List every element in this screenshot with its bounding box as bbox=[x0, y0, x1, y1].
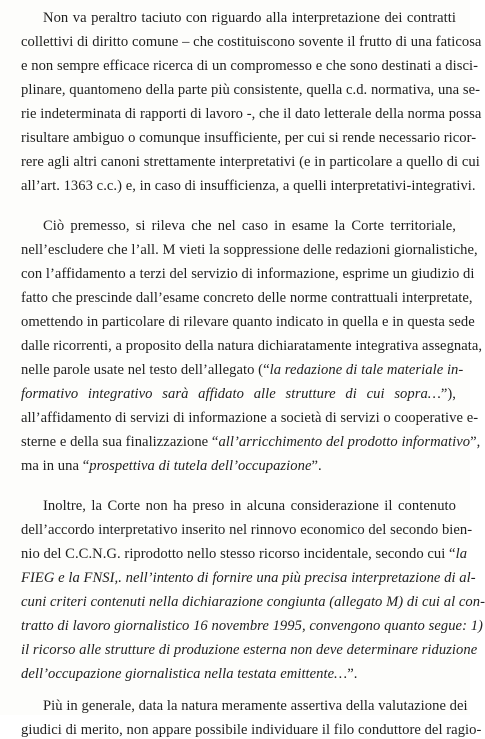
text-line bbox=[21, 289, 473, 307]
text-segment: ”. bbox=[347, 666, 358, 682]
text-line bbox=[21, 177, 476, 195]
text-segment: nio del C.C.N.G. riprodotto nello stesso ricorso incidentale, secondo cui “ bbox=[21, 546, 456, 562]
italic-text-segment: all’arricchimento del prodotto informativo bbox=[218, 434, 471, 450]
text-line bbox=[43, 217, 456, 235]
text-segment: risultare ambiguo o comunque insufficiente, per cui si rende necessario ricor- bbox=[21, 130, 477, 146]
text-segment: dell’accordo interpretativo inserito nel rinnovo economico del secondo bien- bbox=[21, 522, 473, 538]
text-segment: rie indeterminata di rapporti di lavoro -, che il dato letterale della norma possa bbox=[21, 106, 482, 122]
text-segment: nell’escludere che l’all. M vieti la soppressione delle redazioni giornalistiche, bbox=[21, 242, 478, 258]
text-segment: collettivi di diritto comune – che costituiscono sovente il frutto di una faticosa bbox=[21, 34, 482, 50]
text-line bbox=[21, 33, 482, 51]
text-segment: ”. bbox=[311, 458, 322, 474]
italic-text-segment: il ricorso alle strutture di produzione esterna non deve determinare riduzione bbox=[21, 642, 478, 658]
text-line bbox=[43, 697, 468, 715]
text-segment: all’affidamento di servizi di informazione a società di servizi o cooperative e- bbox=[21, 410, 479, 426]
text-line bbox=[21, 521, 473, 539]
text-segment: rere agli altri canoni strettamente interpretativi (e in particolare a quello di cui bbox=[21, 154, 480, 170]
text-line bbox=[21, 57, 479, 75]
text-segment: fatto che prescinde dall’esame concreto delle norme contrattuali interpretate, bbox=[21, 290, 473, 306]
italic-text-segment: cuni criteri contenuti nella dichiarazione congiunta (allegato M) di cui al con- bbox=[21, 594, 485, 610]
text-line bbox=[21, 641, 478, 659]
text-line bbox=[21, 457, 456, 475]
text-segment: ”, bbox=[470, 434, 481, 450]
italic-text-segment: la bbox=[455, 546, 468, 562]
text-line bbox=[43, 9, 456, 27]
text-line bbox=[21, 361, 464, 379]
text-segment: Ciò premesso, si rileva che nel caso in esame la Corte territoriale, bbox=[43, 218, 456, 234]
text-line bbox=[21, 617, 483, 635]
text-line bbox=[21, 241, 478, 259]
text-segment: nelle parole usate nel testo dell’allegato (“ bbox=[21, 362, 270, 378]
text-line bbox=[21, 337, 483, 355]
text-segment: ”), bbox=[440, 386, 456, 402]
text-line bbox=[21, 545, 468, 563]
text-line bbox=[21, 569, 476, 587]
text-line bbox=[21, 593, 485, 611]
text-segment: omettendo in particolare di rilevare quanto indicato in quella e in questa sede bbox=[21, 314, 475, 330]
text-segment: giudici di merito, non appare possibile individuare il filo conduttore del ragio- bbox=[21, 722, 482, 738]
italic-text-segment: prospettiva di tutela dell’occupazione bbox=[89, 458, 312, 474]
text-line bbox=[21, 313, 475, 331]
text-segment: Inoltre, la Corte non ha preso in alcuna considerazione il contenuto bbox=[43, 498, 456, 514]
text-line bbox=[21, 385, 456, 403]
italic-text-segment: formativo integrativo sarà affidato alle strutture di cui sopra… bbox=[21, 386, 441, 402]
text-segment: Non va peraltro taciuto con riguardo alla interpretazione dei contratti bbox=[43, 10, 456, 26]
text-segment: ma in una “ bbox=[21, 458, 90, 474]
text-segment: sterne e della sua finalizzazione “ bbox=[21, 434, 219, 450]
text-line bbox=[21, 105, 482, 123]
text-segment: con l’affidamento a terzi del servizio di informazione, esprime un giudizio di bbox=[21, 266, 475, 282]
text-line bbox=[21, 129, 477, 147]
text-segment: e non sempre efficace ricerca di un compromesso e che sono destinati a disci- bbox=[21, 58, 479, 74]
text-segment: dalle ricorrenti, a proposito della natura dichiaratamente integrativa assegnata, bbox=[21, 338, 483, 354]
italic-text-segment: tratto di lavoro giornalistico 16 novembre 1995, convengono quanto segue: 1) bbox=[21, 618, 483, 634]
italic-text-segment: dell’occupazione giornalistica nella testata emittente… bbox=[21, 666, 348, 682]
text-segment: plinare, quantomeno della parte più consistente, quella c.d. normativa, una se- bbox=[21, 82, 481, 98]
text-line bbox=[21, 433, 481, 451]
text-segment: Più in generale, data la natura meramente assertiva della valutazione dei bbox=[43, 698, 468, 714]
italic-text-segment: FIEG e la FNSI,. nell’intento di fornire una più precisa interpretazione di al- bbox=[21, 570, 476, 586]
text-line bbox=[21, 153, 480, 171]
italic-text-segment: la redazione di tale materiale in- bbox=[269, 362, 464, 378]
text-line bbox=[21, 265, 475, 283]
text-segment: all’art. 1363 c.c.) e, in caso di insufficienza, a quelli interpretativi-integrativi. bbox=[21, 178, 476, 194]
text-line bbox=[21, 81, 481, 99]
text-line bbox=[43, 497, 456, 515]
text-line bbox=[21, 721, 482, 739]
text-line bbox=[21, 665, 456, 683]
text-line bbox=[21, 409, 479, 427]
